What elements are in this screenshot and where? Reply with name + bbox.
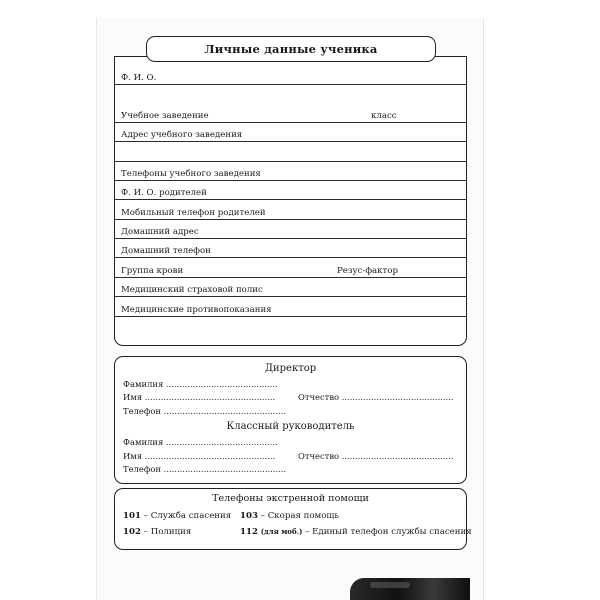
emergency-number: 112 (240, 527, 258, 537)
emergency-number: 102 (123, 527, 141, 537)
page-title: Личные данные ученика (146, 36, 436, 62)
home-phone-label: Домашний телефон (121, 246, 211, 256)
director-patronymic: Отчество .......................................... (298, 392, 454, 402)
personal-data-box (114, 56, 467, 346)
director-phone: Телефон .............................................. (123, 406, 287, 416)
form-row-home-address (115, 219, 466, 239)
form-row-school-phones (115, 161, 466, 181)
school-phones-label: Телефоны учебного заведения (121, 169, 261, 179)
director-heading: Директор (264, 363, 317, 374)
emergency-item (123, 527, 191, 537)
class-teacher-name: Имя ................................................. (123, 451, 276, 461)
class-teacher-surname: Фамилия .......................................... (123, 437, 278, 447)
form-row-parents-mobile (115, 199, 466, 220)
emergency-phones-box (114, 488, 472, 550)
form-row-insurance (115, 277, 466, 297)
form-row-parents-fio (115, 180, 466, 200)
form-row-home-phone (115, 238, 466, 258)
director-name: Имя ................................................. (123, 392, 276, 402)
emergency-text: – Служба спасения (140, 511, 232, 521)
parents-fio-label: Ф. И. О. родителей (121, 188, 207, 198)
emergency-text: – Скорая помощь (257, 511, 340, 521)
emergency-text: – Единый телефон службы спасения (302, 527, 472, 537)
class-teacher-heading: Классный руководитель (226, 421, 355, 432)
staff-contacts-box (114, 356, 467, 484)
director-surname: Фамилия .......................................... (123, 379, 278, 389)
emergency-text: – Полиция (140, 527, 192, 537)
form-row-blank-1 (115, 141, 466, 162)
notebook-binding (350, 578, 470, 600)
class-teacher-patronymic: Отчество .......................................... (298, 451, 454, 461)
form-row-contraindications (115, 296, 466, 317)
home-address-label: Домашний адрес (121, 227, 199, 237)
contraindications-label: Медицинские противопоказания (121, 305, 272, 315)
form-row-fio-extra (115, 84, 466, 85)
form-row-school-address (115, 122, 466, 142)
emergency-item (240, 527, 472, 537)
emergency-note: (для моб.) (260, 527, 303, 536)
class-teacher-phone: Телефон .............................................. (123, 464, 287, 474)
parents-mobile-label: Мобильный телефон родителей (121, 208, 266, 218)
insurance-label: Медицинский страховой полис (121, 285, 263, 295)
emergency-item (240, 511, 339, 521)
rh-factor-label: Резус-фактор (337, 266, 398, 276)
fio-label: Ф. И. О. (121, 73, 157, 83)
school-label: Учебное заведение (121, 111, 209, 121)
class-label: класс (371, 111, 397, 121)
emergency-item (123, 511, 231, 521)
emergency-heading: Телефоны экстренной помощи (212, 493, 369, 504)
school-address-label: Адрес учебного заведения (121, 130, 243, 140)
emergency-number: 101 (123, 511, 141, 521)
form-row-blood (115, 257, 466, 278)
form-row-school (115, 104, 466, 123)
blood-group-label: Группа крови (121, 266, 184, 276)
emergency-number: 103 (240, 511, 258, 521)
